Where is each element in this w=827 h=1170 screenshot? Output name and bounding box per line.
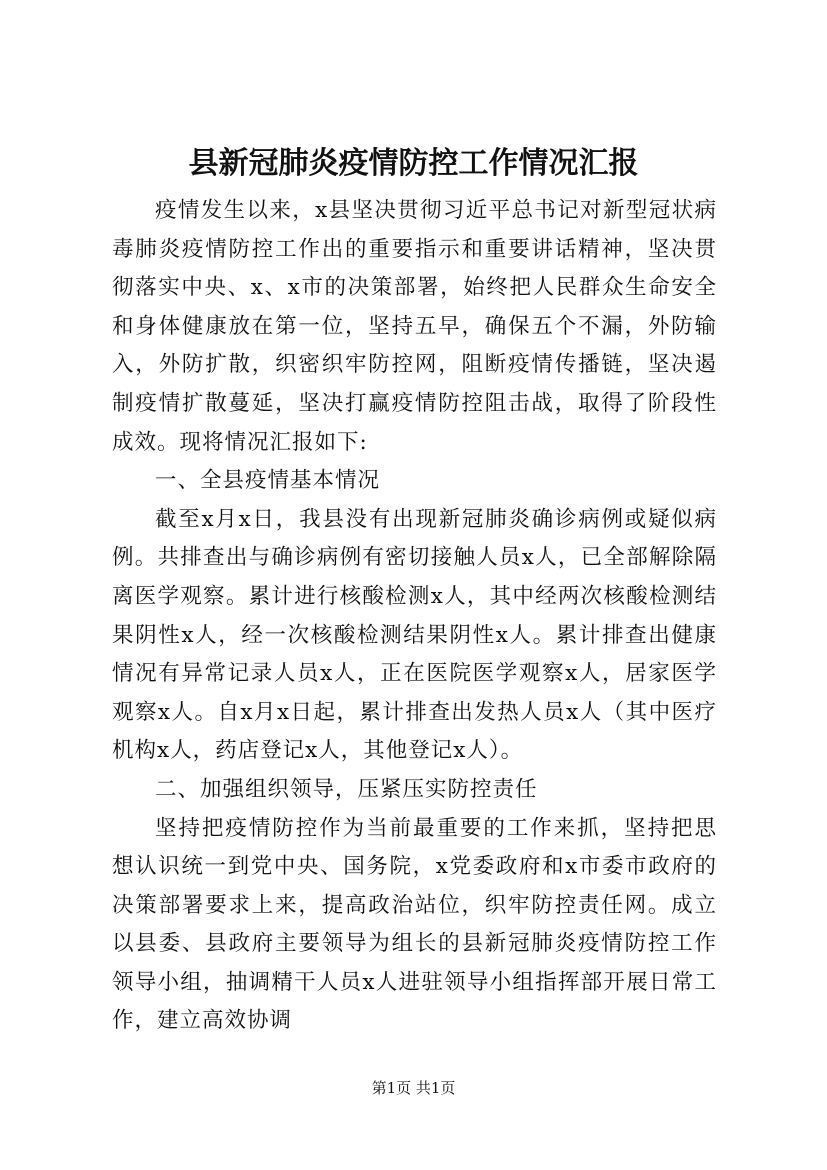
document-title: 县新冠肺炎疫情防控工作情况汇报 [188,146,639,181]
document-body [112,192,717,1041]
section-heading-2: 二、加强组织领导，压紧压实防控责任 [155,776,538,802]
intro-paragraph: 疫情发生以来，x县坚决贯彻习近平总书记对新型冠状病毒肺炎疫情防控工作出的重要指示和重要讲话精神，坚决贯彻落实中央、x、x市的决策部署，始终把人民群众生命安全和身体健康放在第一位，坚持五早，确保五个不漏，外防输入，外防扩散，织密织牢防控网，阻断疫情传播链，坚决遏制疫情扩散蔓延，坚决打赢疫情防控阻击战，取得了阶段性成效。现将情况汇报如下: [112,198,717,455]
section-2-paragraph: 坚持把疫情防控作为当前最重要的工作来抓，坚持把思想认识统一到党中央、国务院，x党委政府和x市委市政府的决策部署要求上来，提高政治站位，织牢防控责任网。成立以县委、县政府主要领导为组长的县新冠肺炎疫情防控工作领导小组，抽调精干人员x人进驻领导小组指挥部开展日常工作，建立高效协调 [112,815,717,1034]
page-footer: 第1页 共1页 [371,1079,456,1097]
section-heading-1: 一、全县疫情基本情况 [155,468,381,494]
section-1-paragraph: 截至x月x日，我县没有出现新冠肺炎确诊病例或疑似病例。共排查出与确诊病例有密切接触人员x人，已全部解除隔离医学观察。累计进行核酸检测x人，其中经两次核酸检测结果阴性x人，经一次核酸检测结果阴性x人。累计排查出健康情况有异常记录人员x人，正在医院医学观察x人，居家医学观察x人。自x月x日起，累计排查出发热人员x人（其中医疗机构x人，药店登记x人，其他登记x人）。 [112,506,717,764]
